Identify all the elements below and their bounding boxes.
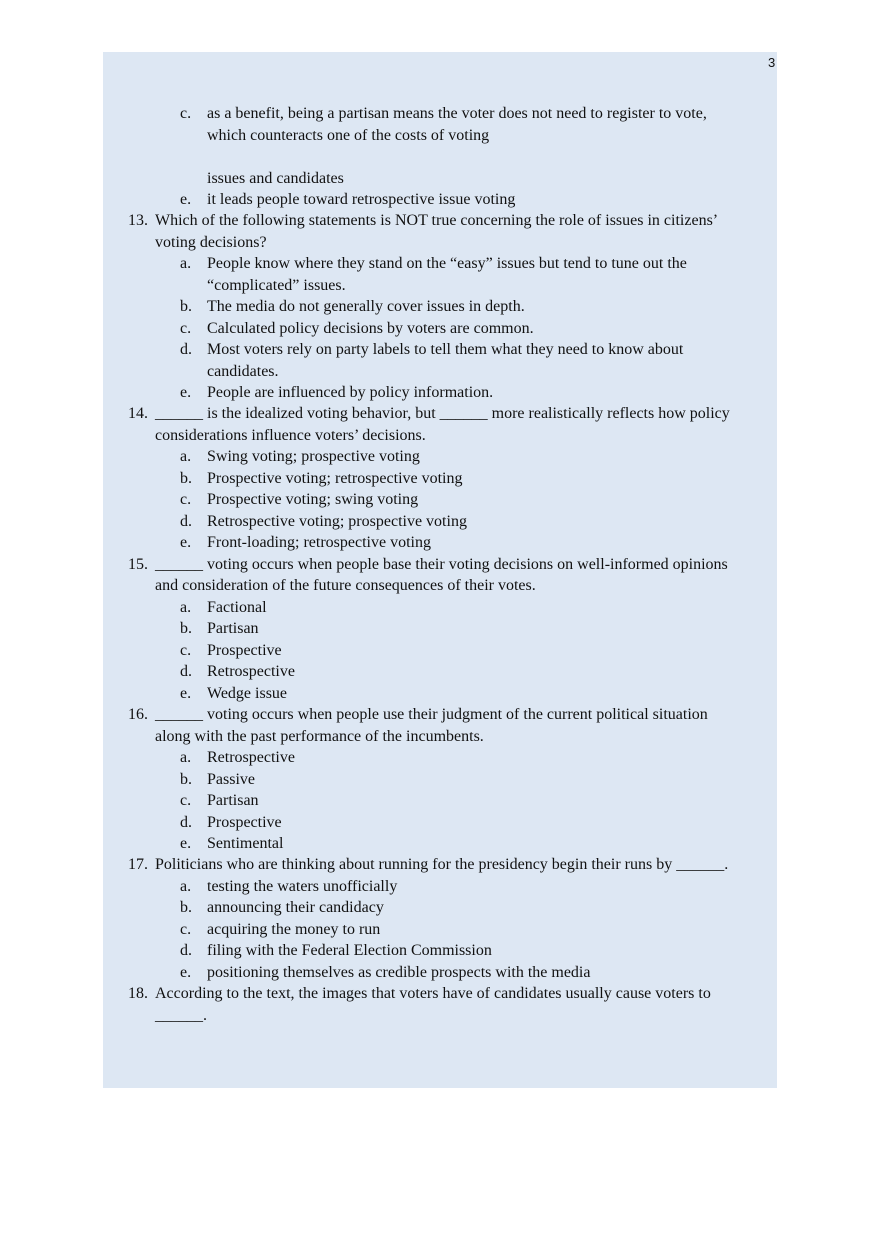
option-letter: d.: [180, 513, 192, 530]
question-number: 15.: [128, 556, 148, 573]
option-letter: c.: [180, 792, 192, 809]
option-letter: e.: [180, 835, 192, 852]
question-text: ______ voting occurs when people use their judgment of the current political situation: [155, 706, 708, 723]
option-letter: b.: [180, 470, 192, 487]
option-text: Wedge issue: [207, 685, 288, 702]
question-text: Politicians who are thinking about running for the presidency begin their runs by ______.: [155, 856, 729, 873]
option-letter: c.: [180, 921, 192, 938]
option-letter: a.: [180, 599, 192, 616]
option-text: Prospective: [207, 642, 282, 659]
option-letter: e.: [180, 384, 192, 401]
option-letter: e.: [180, 964, 192, 981]
option-text: Prospective voting; swing voting: [207, 491, 419, 508]
option-text: Most voters rely on party labels to tell them what they need to know about: [207, 341, 684, 358]
option-letter: e.: [180, 685, 192, 702]
option-text: Prospective: [207, 814, 282, 831]
question-number: 18.: [128, 985, 148, 1002]
question-text: Which of the following statements is NOT true concerning the role of issues in citizens’: [155, 212, 719, 229]
question-text-continued: considerations influence voters’ decisions.: [155, 427, 426, 444]
option-text: Retrospective: [207, 749, 295, 766]
option-text: Sentimental: [207, 835, 284, 852]
option-letter: a.: [180, 448, 192, 465]
option-letter: c.: [180, 491, 192, 508]
option-text: filing with the Federal Election Commission: [207, 942, 492, 959]
option-letter: c.: [180, 105, 192, 122]
option-text: as a benefit, being a partisan means the voter does not need to register to vote,: [207, 105, 707, 122]
option-letter: d.: [180, 341, 192, 358]
option-letter: d.: [180, 663, 192, 680]
option-text: it leads people toward retrospective issue voting: [207, 191, 516, 208]
question-text: ______ is the idealized voting behavior, but ______ more realistically reflects how policy: [155, 405, 730, 422]
option-text: People are influenced by policy information.: [207, 384, 494, 401]
option-letter: a.: [180, 878, 192, 895]
option-text: Partisan: [207, 620, 259, 637]
option-letter: b.: [180, 771, 192, 788]
option-text: testing the waters unofficially: [207, 878, 398, 895]
option-text: positioning themselves as credible prospects with the media: [207, 964, 591, 981]
option-text: Retrospective voting; prospective voting: [207, 513, 467, 530]
question-text-continued: and consideration of the future consequences of their votes.: [155, 577, 536, 594]
option-text: Passive: [207, 771, 255, 788]
option-text: acquiring the money to run: [207, 921, 381, 938]
question-number: 17.: [128, 856, 148, 873]
option-text-continued: which counteracts one of the costs of voting: [207, 127, 490, 144]
option-text: The media do not generally cover issues in depth.: [207, 298, 525, 315]
option-text: Swing voting; prospective voting: [207, 448, 420, 465]
option-text: People know where they stand on the “easy” issues but tend to tune out the: [207, 255, 687, 272]
question-text: ______ voting occurs when people base their voting decisions on well-informed opinions: [155, 556, 728, 573]
option-letter: e.: [180, 534, 192, 551]
option-letter: d.: [180, 814, 192, 831]
question-text-continued: voting decisions?: [155, 234, 267, 251]
option-text: Prospective voting; retrospective voting: [207, 470, 463, 487]
option-letter: c.: [180, 320, 192, 337]
option-text-continued: candidates.: [207, 363, 279, 380]
page-number: 3: [768, 55, 776, 70]
option-letter: b.: [180, 298, 192, 315]
option-letter: a.: [180, 749, 192, 766]
option-letter: c.: [180, 642, 192, 659]
option-text: Retrospective: [207, 663, 295, 680]
option-letter: b.: [180, 620, 192, 637]
option-text: Front-loading; retrospective voting: [207, 534, 431, 551]
question-number: 16.: [128, 706, 148, 723]
option-letter: b.: [180, 899, 192, 916]
question-number: 13.: [128, 212, 148, 229]
question-number: 14.: [128, 405, 148, 422]
option-text: Partisan: [207, 792, 259, 809]
question-text-continued: ______.: [155, 1007, 207, 1024]
option-letter: d.: [180, 942, 192, 959]
option-text-continued: “complicated” issues.: [207, 277, 346, 294]
question-text: According to the text, the images that voters have of candidates usually cause voters to: [155, 985, 711, 1002]
option-text: Calculated policy decisions by voters are common.: [207, 320, 534, 337]
option-text: Factional: [207, 599, 267, 616]
question-text-continued: along with the past performance of the incumbents.: [155, 728, 484, 745]
option-letter: e.: [180, 191, 192, 208]
option-letter: a.: [180, 255, 192, 272]
option-text-continued: issues and candidates: [207, 170, 344, 187]
option-text: announcing their candidacy: [207, 899, 384, 916]
